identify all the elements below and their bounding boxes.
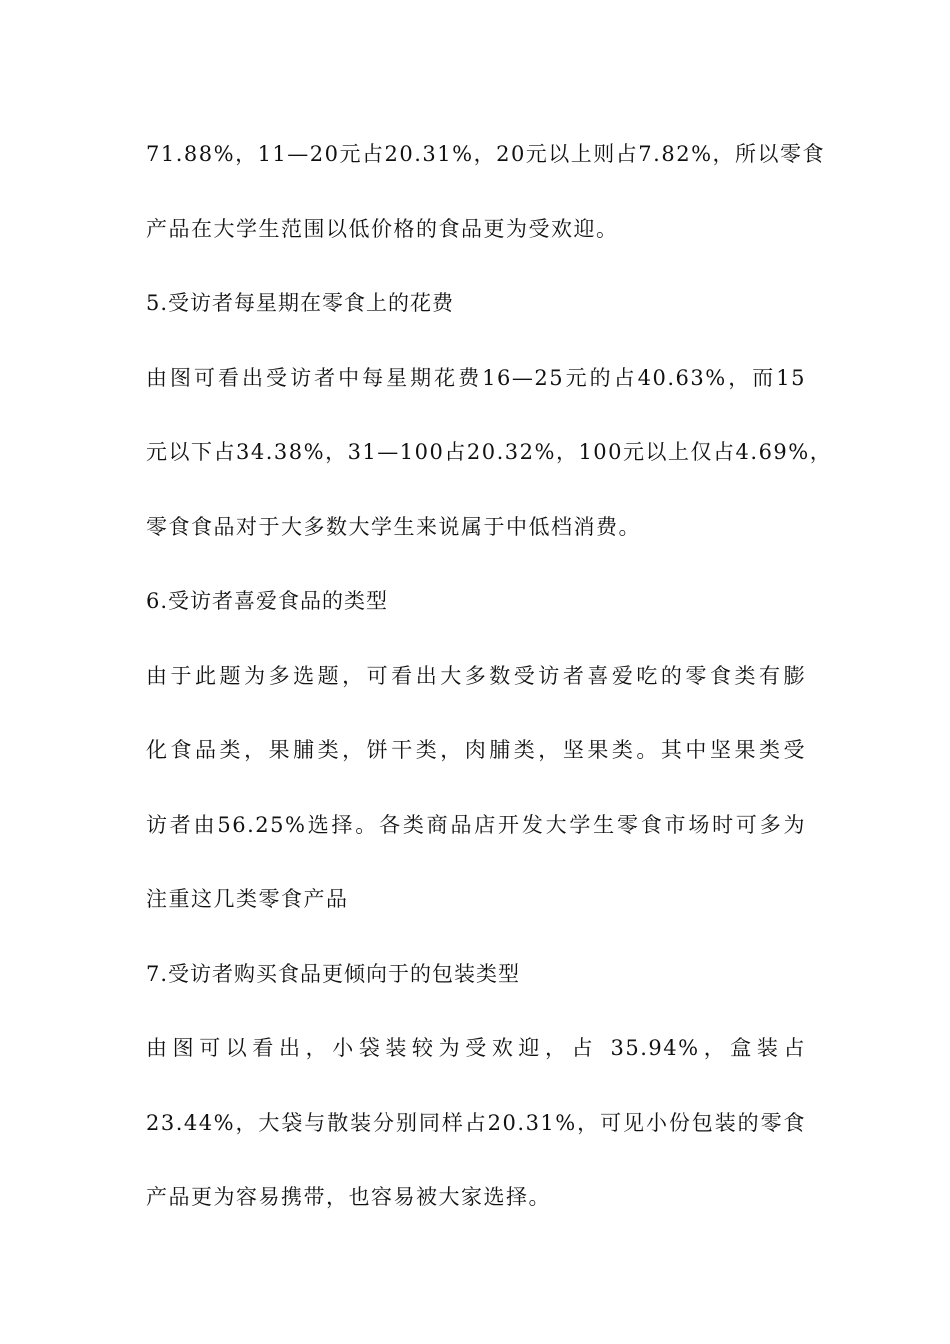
body-line: 化食品类，果脯类，饼干类，肉脯类，坚果类。其中坚果类受 [146,738,806,762]
body-line: 71.88%，11—20元占20.31%，20元以上则占7.82%，所以零食 [146,142,826,166]
body-line: 访者由56.25%选择。各类商品店开发大学生零食市场时可多为 [146,812,806,837]
document-page [146,132,833,1250]
body-line: 元以下占34.38%，31—100占20.32%，100元以上仅占4.69%， [146,440,833,464]
body-line: 注重这几类零食产品 [146,887,349,911]
body-line: 由图可看出受访者中每星期花费16—25元的占40.63%，而15 [146,365,806,390]
body-line: 由图可以看出，小袋装较为受欢迎，占 35.94%，盒装占 [146,1036,806,1060]
body-line: 产品在大学生范围以低价格的食品更为受欢迎。 [146,216,619,241]
body-line: 零食食品对于大多数大学生来说属于中低档消费。 [146,514,641,539]
section-heading: 5.受访者每星期在零食上的花费 [146,291,455,315]
body-line: 由于此题为多选题，可看出大多数受访者喜爱吃的零食类有膨 [146,663,806,688]
body-line: 产品更为容易携带，也容易被大家选择。 [146,1185,551,1209]
section-heading: 7.受访者购买食品更倾向于的包装类型 [146,961,521,986]
body-line: 23.44%，大袋与散装分别同样占20.31%，可见小份包装的零食 [146,1110,806,1135]
section-heading: 6.受访者喜爱食品的类型 [146,589,389,613]
